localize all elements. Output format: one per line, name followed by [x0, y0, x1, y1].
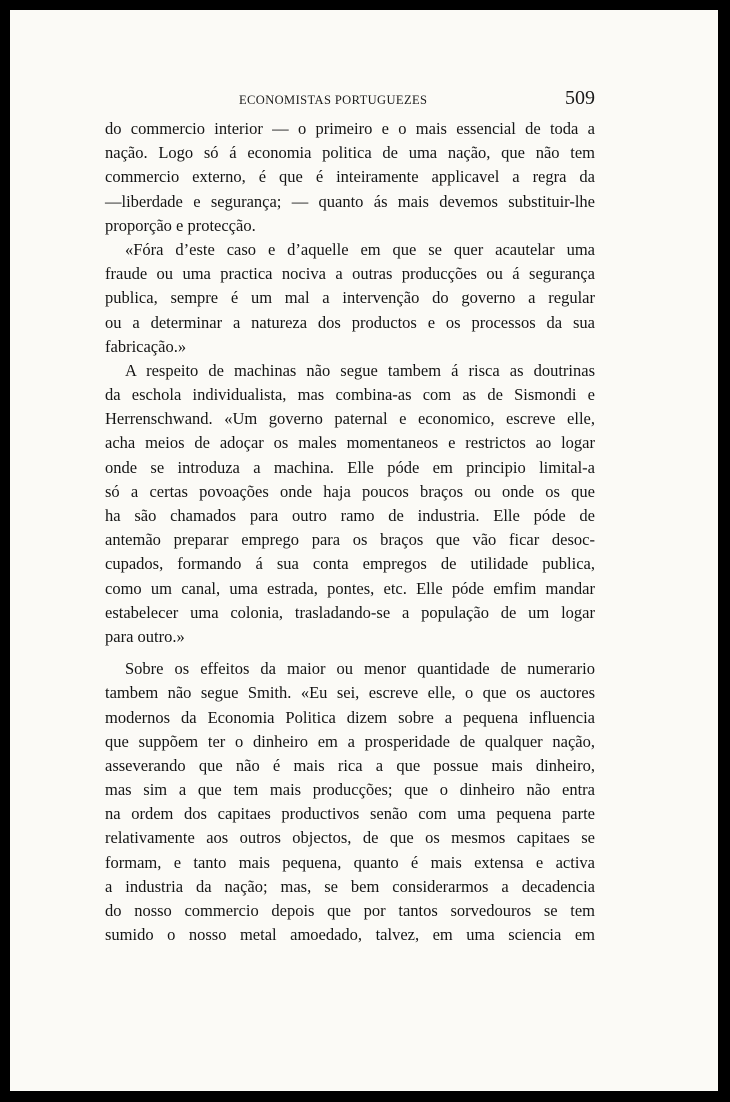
page-number: 509: [565, 87, 595, 109]
text-line: «Fóra d’este caso e d’aquelle em que se quer acautelar uma: [125, 239, 595, 259]
text-line: ha são chamados para outro ramo de industria. Elle póde de: [105, 506, 595, 525]
text-line: acha meios de adoçar os males momentaneos e restrictos ao logar: [105, 433, 595, 453]
text-line: para outro.»: [105, 626, 185, 646]
text-line: como um canal, uma estrada, pontes, etc. Elle póde emfim mandar: [105, 578, 595, 598]
text-line: que suppõem ter o dinheiro em a prosperidade de qualquer nação,: [105, 731, 595, 751]
text-line: publica, sempre é um mal a intervenção do governo a regular: [105, 288, 595, 308]
text-line: commercio externo, é que é inteiramente applicavel a regra da: [105, 167, 595, 187]
text-line: relativamente aos outros objectos, de que os mesmos capitaes se: [105, 828, 595, 848]
text-line: asseverando que não é mais rica a que possue mais dinheiro,: [105, 755, 595, 775]
text-line: onde se introduza a machina. Elle póde em principio limital-a: [105, 457, 595, 477]
text-line: a industria da nação; mas, se bem considerarmos a decadencia: [105, 876, 595, 896]
text-line: da eschola individualista, mas combina-as com as de Sismondi e: [105, 385, 595, 405]
text-line: Herrenschwand. «Um governo paternal e economico, escreve elle,: [105, 409, 595, 429]
text-line: do nosso commercio depois que por tantos sorvedouros se tem: [105, 901, 595, 920]
running-head-title: ECONOMISTAS PORTUGUEZES: [239, 93, 428, 107]
text-line: na ordem dos capitaes productivos senão com uma pequena parte: [105, 804, 595, 824]
text-line: formam, e tanto mais pequena, quanto é mais extensa e activa: [105, 852, 595, 872]
text-line: cupados, formando á sua conta empregos de utilidade publica,: [105, 554, 595, 574]
text-line: ou a determinar a natureza dos productos e os processos da sua: [105, 312, 595, 332]
paragraph-4: [105, 657, 595, 947]
body-text: [105, 117, 595, 947]
paragraph-1: [105, 117, 595, 238]
book-page: [10, 10, 718, 1091]
text-line: tambem não segue Smith. «Eu sei, escreve elle, o que os auctores: [105, 683, 595, 703]
text-line: estabelecer uma colonia, trasladando-se a população de um logar: [105, 602, 595, 622]
text-line: fabricação.»: [105, 336, 187, 356]
text-line: só a certas povoações onde haja poucos braços ou onde os que: [105, 481, 595, 501]
text-line: —liberdade e segurança; — quanto ás mais devemos substituir-lhe: [105, 191, 595, 211]
text-line: Sobre os effeitos da maior ou menor quantidade de numerario: [125, 659, 595, 679]
paragraph-2: [105, 238, 595, 359]
paragraph-spacing: [105, 649, 595, 657]
text-line: proporção e protecção.: [105, 215, 256, 235]
text-line: do commercio interior — o primeiro e o mais essencial de toda a: [105, 119, 595, 138]
paragraph-3: [105, 359, 595, 649]
text-line: modernos da Economia Politica dizem sobre a pequena influencia: [105, 707, 595, 727]
running-head: [105, 87, 595, 115]
text-line: nação. Logo só á economia politica de uma nação, que não tem: [105, 143, 595, 163]
text-line: sumido o nosso metal amoedado, talvez, em uma sciencia em: [105, 925, 595, 945]
text-line: mas sim a que tem mais producções; que o dinheiro não entra: [105, 780, 595, 800]
text-line: antemão preparar emprego para os braços que vão ficar desoc-: [105, 530, 595, 550]
text-line: A respeito de machinas não segue tambem á risca as doutrinas: [125, 360, 595, 380]
text-line: fraude ou uma practica nociva a outras producções ou á segurança: [105, 264, 595, 284]
